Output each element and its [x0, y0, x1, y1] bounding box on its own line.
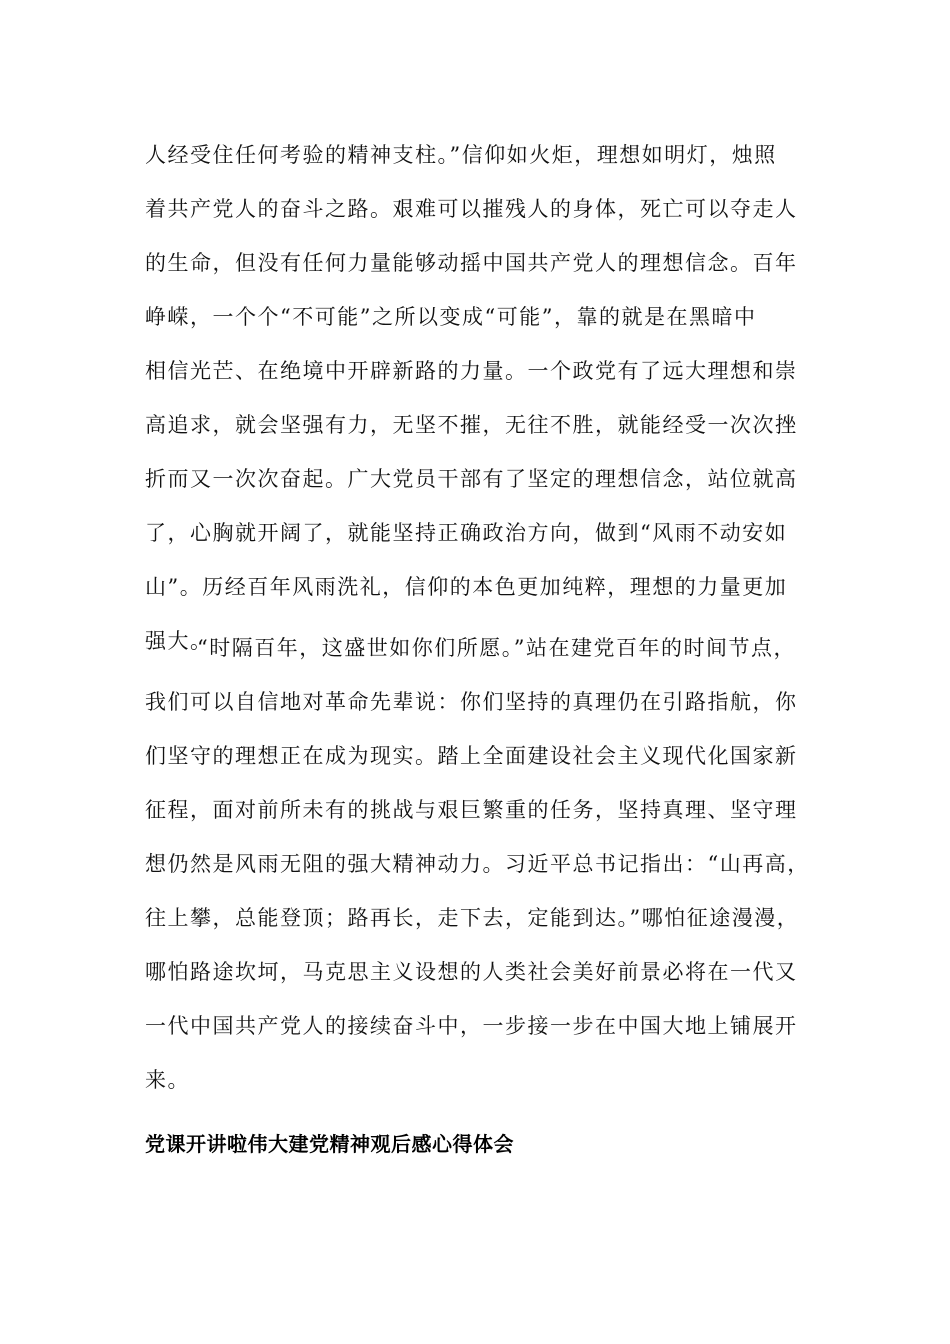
- paragraph-line: “时隔百年，这盛世如你们所愿。”站在建党百年的时间节点，: [197, 636, 796, 660]
- paragraph-line: 哪怕路途坎坷，马克思主义设想的人类社会美好前景必将在一代又: [145, 960, 798, 984]
- paragraph-line: 一代中国共产党人的接续奋斗中，一步接一步在中国大地上铺展开: [145, 1014, 798, 1038]
- paragraph-line: 强大。: [145, 629, 213, 653]
- paragraph-line: 征程，面对前所未有的挑战与艰巨繁重的任务，坚持真理、坚守理: [145, 798, 798, 822]
- paragraph-line: 高追求，就会坚强有力，无坚不摧，无往不胜，就能经受一次次挫: [145, 413, 798, 437]
- paragraph-line: 的生命，但没有任何力量能够动摇中国共产党人的理想信念。百年: [145, 251, 798, 275]
- paragraph-line: 峥嵘，一个个“不可能”之所以变成“可能”，靠的就是在黑暗中: [145, 305, 757, 329]
- paragraph-line: 折而又一次次奋起。广大党员干部有了坚定的理想信念，站位就高: [145, 467, 798, 491]
- section-heading: 党课开讲啦伟大建党精神观后感心得体会: [145, 1132, 514, 1156]
- paragraph-line: 山”。历经百年风雨洗礼，信仰的本色更加纯粹，理想的力量更加: [145, 575, 788, 599]
- paragraph-line: 们坚守的理想正在成为现实。踏上全面建设社会主义现代化国家新: [145, 744, 798, 768]
- paragraph-line: 往上攀，总能登顶；路再长，走下去，定能到达。”哪怕征途漫漫，: [145, 906, 800, 930]
- paragraph-2: [145, 621, 810, 1107]
- paragraph-line: 着共产党人的奋斗之路。艰难可以摧残人的身体，死亡可以夺走人: [145, 197, 798, 221]
- paragraph-line: 我们可以自信地对革命先辈说：你们坚持的真理仍在引路指航，你: [145, 690, 798, 714]
- paragraph-1: [145, 128, 805, 668]
- paragraph-line: 人经受住任何考验的精神支柱。”信仰如火炬，理想如明灯，烛照: [145, 143, 777, 167]
- paragraph-line: 相信光芒、在绝境中开辟新路的力量。一个政党有了远大理想和崇: [145, 359, 798, 383]
- paragraph-line: 来。: [145, 1068, 190, 1092]
- paragraph-line: 了，心胸就开阔了，就能坚持正确政治方向，做到“风雨不动安如: [145, 521, 788, 545]
- paragraph-line: 想仍然是风雨无阻的强大精神动力。习近平总书记指出：“山再高，: [145, 852, 810, 876]
